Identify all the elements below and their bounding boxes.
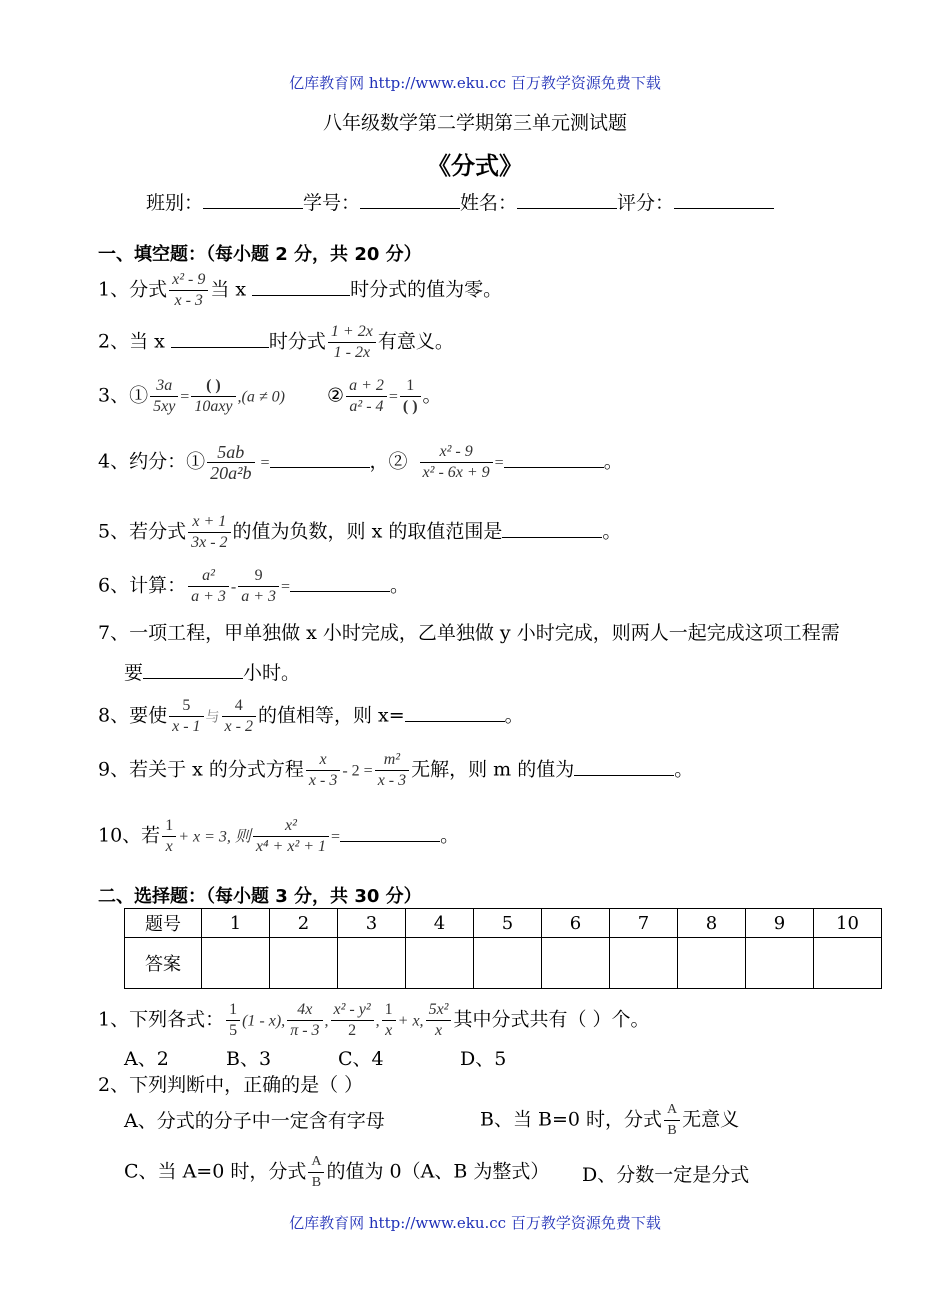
answer-blank[interactable] (290, 571, 390, 592)
table-cell: 6 (542, 909, 610, 938)
fraction: $\frac{\text{m²}}{x - 3}$ (375, 750, 409, 791)
section1-heading: 一、填空题：（每小题 2 分，共 20 分） (98, 244, 422, 265)
question-5: 5、若分式 $\frac{x + 1}{3x - 2}$ 的值为负数，则 x 的取值范围是 。 (98, 513, 622, 551)
exam-subtitle: 《分式》 (427, 152, 523, 180)
mc-1-options (124, 1044, 506, 1071)
option-c[interactable]: C、当 A=0 时，分式 $\frac{A}{B}$ 的值为 0（A、B 为整式） (124, 1152, 549, 1193)
answer-cell[interactable] (338, 938, 406, 989)
option-a[interactable]: A、分式的分子中一定含有字母 (124, 1110, 385, 1132)
score-field[interactable] (674, 188, 774, 209)
table-cell: 4 (406, 909, 474, 938)
fraction-blank[interactable]: $\frac{( )}{\text{10axy}}$ (191, 376, 235, 417)
fraction: $\frac{\text{a²}}{a + 3}$ (188, 566, 229, 607)
option-d[interactable]: D、分数一定是分式 (582, 1164, 750, 1186)
table-cell: 答案 (125, 938, 202, 989)
fraction: $\frac{\text{x² - y²}}{2}$ (331, 1000, 374, 1041)
answer-cell[interactable] (610, 938, 678, 989)
class-label: 班别： (146, 192, 204, 214)
fraction: $\frac{1}{x}$ (162, 816, 176, 857)
fraction: $\frac{\text{5x²}}{x}$ (426, 1000, 452, 1041)
answer-cell[interactable] (542, 938, 610, 989)
answer-blank[interactable] (504, 447, 604, 468)
answer-blank[interactable] (270, 447, 370, 468)
fraction: $\frac{x}{x - 3}$ (306, 750, 340, 791)
table-cell: 题号 (125, 909, 202, 938)
fraction: $\frac{4x}{\pi - 3}$ (287, 1000, 322, 1041)
table-answer-row (125, 938, 882, 989)
name-label: 姓名： (460, 192, 518, 214)
question-1: 1、分式 $\frac{\text{x² - 9}}{x - 3}$ 当 x 时分式的值为零。 (98, 271, 503, 309)
table-cell: 5 (474, 909, 542, 938)
answer-blank[interactable] (574, 755, 674, 776)
table-cell: 9 (746, 909, 814, 938)
answer-cell[interactable] (746, 938, 814, 989)
fraction: $\frac{\text{x²}}{\text{x⁴ + x² + 1}}$ (253, 816, 329, 857)
table-cell: 8 (678, 909, 746, 938)
fraction: $\frac{1 + 2x}{1 - 2x}$ (328, 322, 376, 363)
answer-cell[interactable] (814, 938, 882, 989)
option-d[interactable]: D、5 (460, 1048, 507, 1070)
question-7-cont: 要 小时。 (124, 658, 300, 685)
table-header-row (125, 909, 882, 938)
fraction: $\frac{A}{B}$ (308, 1152, 324, 1193)
fraction: $\frac{3a}{5xy}$ (150, 376, 178, 417)
fraction: $\frac{A}{B}$ (664, 1100, 680, 1141)
student-info-row (146, 188, 774, 215)
fraction: $\frac{x + 1}{3x - 2}$ (188, 512, 230, 553)
name-field[interactable] (517, 188, 617, 209)
question-7: 7、一项工程，甲单独做 x 小时完成，乙单独做 y 小时完成，则两人一起完成这项工程需 (98, 622, 840, 644)
fraction: $\frac{\text{x² - 9}}{x - 3}$ (169, 270, 208, 311)
fraction: $\frac{a + 2}{\text{a² - 4}}$ (346, 376, 387, 417)
table-cell: 7 (610, 909, 678, 938)
answer-blank[interactable] (502, 517, 602, 538)
question-2: 2、当 x 时分式 $\frac{1 + 2x}{1 - 2x}$ 有意义。 (98, 323, 454, 361)
fraction-blank[interactable]: $\frac{1}{( )}$ (400, 376, 421, 417)
fraction: $\frac{9}{a + 3}$ (238, 566, 279, 607)
question-4: 4、约分：① $\frac{5ab}{\text{20a²b}}$ = ，② $\frac{\text{x² - 9}}{\text{x² - 6x + 9}}$ = 。 (98, 442, 623, 483)
question-10: 10、若 $\frac{1}{x}$ + x = 3, 则 $\frac{\text{x²}}{\text{x⁴ + x² + 1}}$ = 。 (98, 817, 460, 855)
page-footer: 亿库教育网 http://www.eku.cc 百万教学资源免费下载 (289, 1214, 661, 1232)
mc-question-2: 2、下列判断中，正确的是（ ） (98, 1074, 364, 1096)
id-field[interactable] (360, 188, 460, 209)
answer-cell[interactable] (202, 938, 270, 989)
table-cell: 1 (202, 909, 270, 938)
table-cell: 2 (270, 909, 338, 938)
option-b[interactable]: B、3 (226, 1048, 272, 1070)
answer-cell[interactable] (678, 938, 746, 989)
section2-heading: 二、选择题：（每小题 3 分，共 30 分） (98, 886, 422, 907)
answer-cell[interactable] (474, 938, 542, 989)
page-header: 亿库教育网 http://www.eku.cc 百万教学资源免费下载 (289, 74, 661, 92)
table-cell: 3 (338, 909, 406, 938)
answer-table (124, 908, 882, 989)
exam-title: 八年级数学第二学期第三单元测试题 (322, 112, 627, 134)
answer-blank[interactable] (171, 327, 269, 348)
answer-blank[interactable] (252, 275, 350, 296)
option-b[interactable]: B、当 B=0 时，分式 $\frac{A}{B}$ 无意义 (480, 1100, 739, 1141)
fraction: $\frac{5}{x - 1}$ (169, 696, 203, 737)
question-6: 6、计算： $\frac{\text{a²}}{a + 3}$ - $\frac{9}{a + 3}$ = 。 (98, 567, 410, 605)
question-3: 3、① $\frac{3a}{5xy}$ = $\frac{( )}{\text{10axy}}$ ,(a ≠ 0) ② $\frac{a + 2}{\text{a² - 4}}$ = $\frac{1}{( )}$ 。 (98, 377, 442, 415)
answer-cell[interactable] (406, 938, 474, 989)
answer-cell[interactable] (270, 938, 338, 989)
question-8: 8、要使 $\frac{5}{x - 1}$ 与 $\frac{4}{x - 2}$ 的值相等，则 x= 。 (98, 697, 524, 735)
fraction: $\frac{1}{x}$ (382, 1000, 396, 1041)
answer-blank[interactable] (143, 658, 243, 679)
question-9: 9、若关于 x 的分式方程 $\frac{x}{x - 3}$ - 2 = $\frac{\text{m²}}{x - 3}$ 无解，则 m 的值为 。 (98, 751, 694, 789)
class-field[interactable] (203, 188, 303, 209)
option-c[interactable]: C、4 (338, 1048, 384, 1070)
id-label: 学号： (303, 192, 361, 214)
fraction: $\frac{4}{x - 2}$ (222, 696, 256, 737)
option-a[interactable]: A、2 (124, 1048, 169, 1070)
fraction: $\frac{5ab}{\text{20a²b}}$ (207, 442, 254, 483)
mc-question-1: 1、下列各式： $\frac{1}{5}$ (1 - x), $\frac{4x}{\pi - 3}$ , $\frac{\text{x² - y²}}{2}$ , $\frac{1}{x}$ + x, $\frac{\text{5x²}}{x}$ 其中分式共有（ ）个。 (98, 1001, 650, 1039)
answer-blank[interactable] (405, 701, 505, 722)
fraction: $\frac{\text{x² - 9}}{\text{x² - 6x + 9}}$ (420, 442, 493, 483)
answer-blank[interactable] (340, 821, 440, 842)
score-label: 评分： (617, 192, 675, 214)
table-cell: 10 (814, 909, 882, 938)
fraction: $\frac{1}{5}$ (226, 1000, 240, 1041)
